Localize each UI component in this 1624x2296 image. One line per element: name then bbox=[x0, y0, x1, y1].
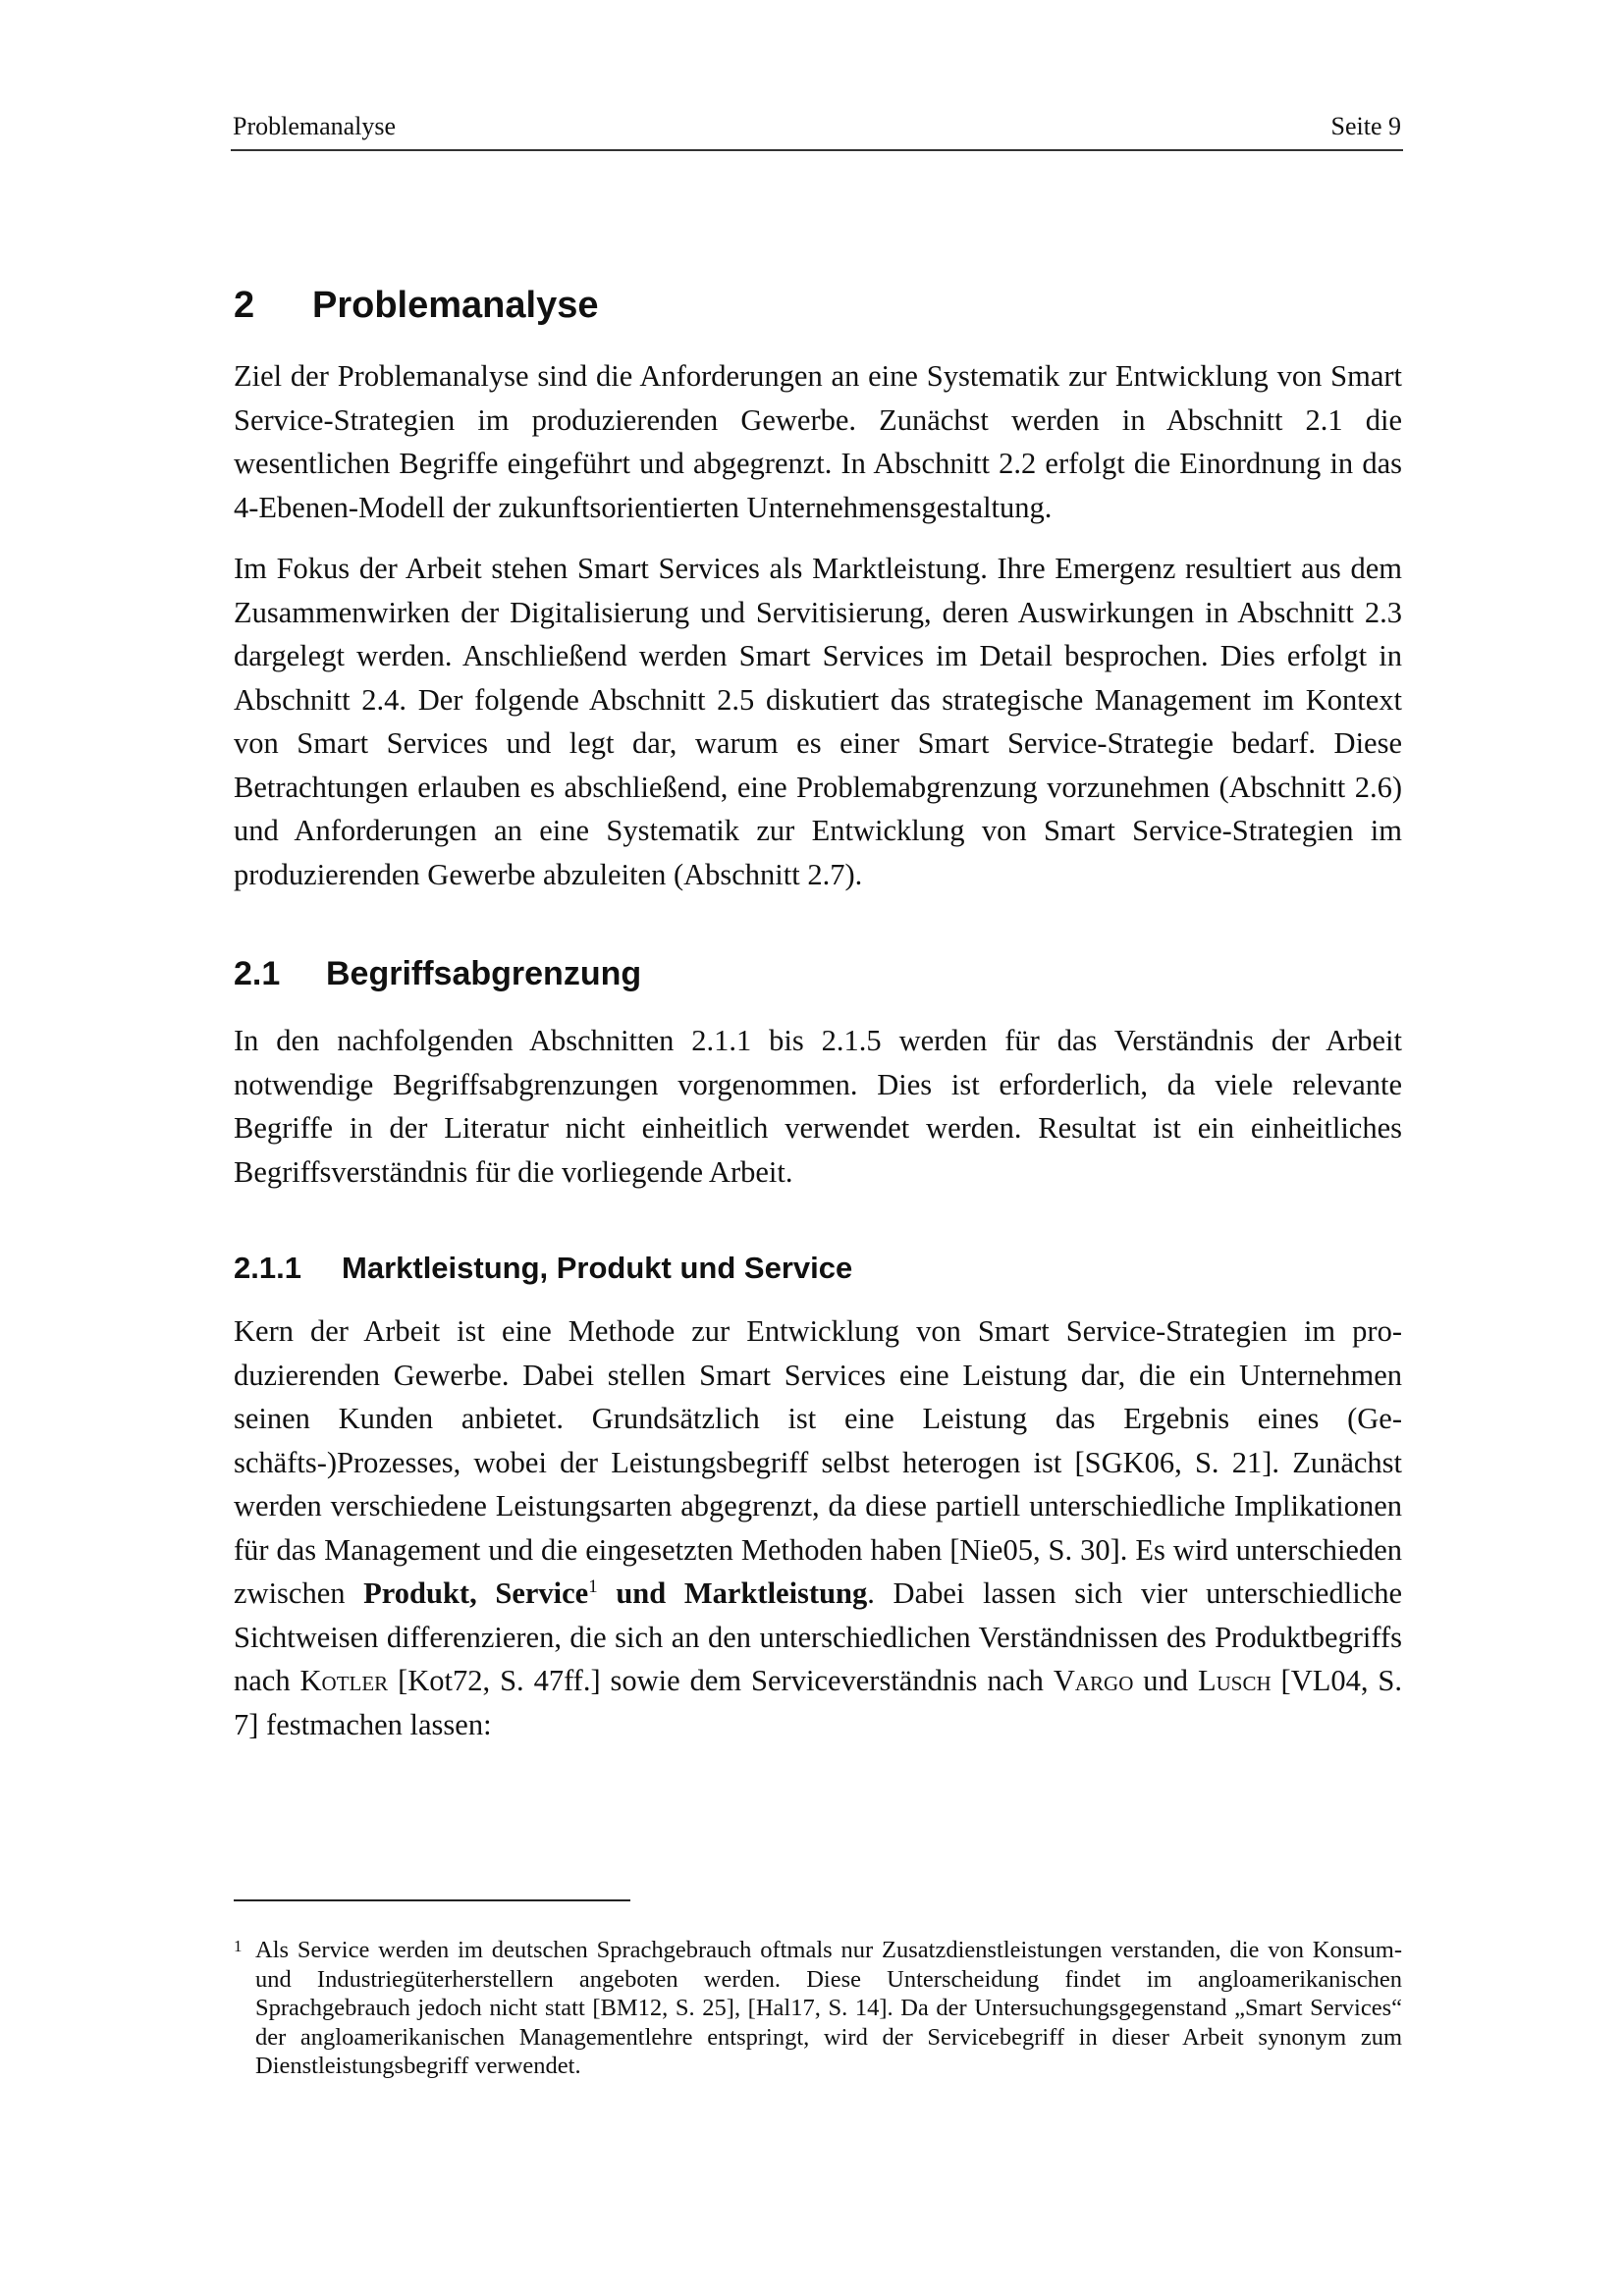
paragraph-end-text: [VL04, S. 7] festmachen lassen: bbox=[234, 1664, 1402, 1741]
footnote-reference[interactable]: 1 bbox=[588, 1575, 598, 1597]
chapter-paragraph-1: Ziel der Problemanalyse sind die Anforderungen an eine Systematik zur Entwicklung von Smart Service-Strategien im produzierenden Gewerbe. Zunächst werden in Abschnitt 2.1 die wesentlichen Begriffe eingeführt und abgegrenzt. In Abschnitt 2.2 erfolgt die Einordnung in das 4-Ebenen-Modell der zukunftsorientierten Unternehmensgestaltung. bbox=[234, 359, 1402, 524]
paragraph-mid-text: . Dabei lassen sich vier unterschiedliche Sichtweisen differenzieren, die sich an den unterschiedlichen Verständnissen des Produktbegriffs nach bbox=[234, 1576, 1402, 1697]
running-title: Problemanalyse bbox=[233, 112, 397, 140]
section-number: 2.1 bbox=[234, 955, 281, 992]
author-lusch: Lusch bbox=[1197, 1664, 1272, 1697]
bold-term-marketleistung: und Marktleistung bbox=[597, 1576, 868, 1610]
footnote-text: Als Service werden im deutschen Sprachgebrauch oftmals nur Zusatzdienstleistungen verstanden, die von Konsum- und Industriegüterherstellern angeboten werden. Diese Unterscheidung findet im angloamerikanischen Sprachgebrauch jedoch nicht statt [BM12, S. 25], [Hal17, S. 14]. Da der Untersuchungsgegenstand „Smart Services“ der angloamerikanischen Managementlehre entspringt, wird der Servicebegriff in dieser Arbeit synonym zum Dienstleistungsbegriff verwendet. bbox=[255, 1937, 1402, 2079]
footnote bbox=[234, 1936, 1402, 2081]
paragraph-mid-text-2: [Kot72, S. 47ff.] sowie dem Serviceverständnis nach bbox=[388, 1664, 1054, 1697]
subsection-paragraph bbox=[234, 1309, 1402, 1746]
running-header bbox=[231, 110, 1403, 151]
section-paragraph: In den nachfolgenden Abschnitten 2.1.1 bis 2.1.5 werden für das Verständnis der Arbeit notwendige Begriffsabgrenzungen vorgenommen. Dies ist erforderlich, da viele relevante Begriffe in der Literatur nicht einheitlich verwendet werden. Resultat ist ein einheitliches Begriffsverständnis für die vorliegende Arbeit. bbox=[234, 1024, 1402, 1189]
chapter-number: 2 bbox=[234, 285, 255, 326]
footnote-mark: 1 bbox=[234, 1937, 243, 1955]
paragraph-and: und bbox=[1133, 1664, 1198, 1697]
chapter-paragraph-2: Im Fokus der Arbeit stehen Smart Services als Marktleistung. Ihre Emergenz resultiert aus dem Zusammenwirken der Digitalisierung und Servitisierung, deren Auswirkungen in Abschnitt 2.3 dargelegt werden. Anschließend werden Smart Services im Detail besprochen. Dies erfolgt in Abschnitt 2.4. Der folgende Abschnitt 2.5 diskutiert das strategische Management im Kontext von Smart Services und legt dar, warum es einer Smart Service-Strategie bedarf. Diese Betrachtungen erlauben es abschließend, eine Problemabgrenzung vorzunehmen (Abschnitt 2.6) und Anforderungen an eine Systematik zur Entwicklung von Smart Service-Strategien im produzierenden Gewerbe abzuleiten (Abschnitt 2.7). bbox=[234, 552, 1402, 891]
chapter-heading bbox=[234, 285, 1402, 327]
chapter-title: Problemanalyse bbox=[312, 285, 599, 326]
subsection-heading bbox=[234, 1251, 1402, 1286]
subsection-number: 2.1.1 bbox=[234, 1251, 301, 1285]
author-vargo: Vargo bbox=[1053, 1664, 1134, 1697]
subsection-title: Marktleistung, Produkt und Service bbox=[342, 1251, 853, 1285]
footnote-separator bbox=[234, 1899, 630, 1901]
section-heading bbox=[234, 955, 1402, 993]
author-kotler: Kotler bbox=[299, 1664, 389, 1697]
bold-term-product-service: Produkt, Service bbox=[363, 1576, 589, 1610]
section-title: Begriffsabgrenzung bbox=[326, 955, 642, 992]
main-content bbox=[234, 285, 1402, 1764]
page-number: Seite 9 bbox=[1330, 112, 1401, 140]
paragraph-intro-text: Kern der Arbeit ist eine Methode zur Entwicklung von Smart Service-Strategien im produzierenden Gewerbe. Dabei stellen Smart Services eine Leistung dar, die ein Unternehmen seinen Kunden anbietet. Grundsätzlich ist eine Leistung das Ergebnis eines (Geschäfts-)Prozesses, wobei der Leistungsbegriff selbst heterogen ist [SGK06, S. 21]. Zunächst werden verschiedene Leistungsarten abgegrenzt, da diese partiell unterschiedliche Implikationen für das Management und die eingesetzten Methoden haben [Nie05, S. 30]. Es wird unterschieden zwischen bbox=[234, 1314, 1402, 1610]
